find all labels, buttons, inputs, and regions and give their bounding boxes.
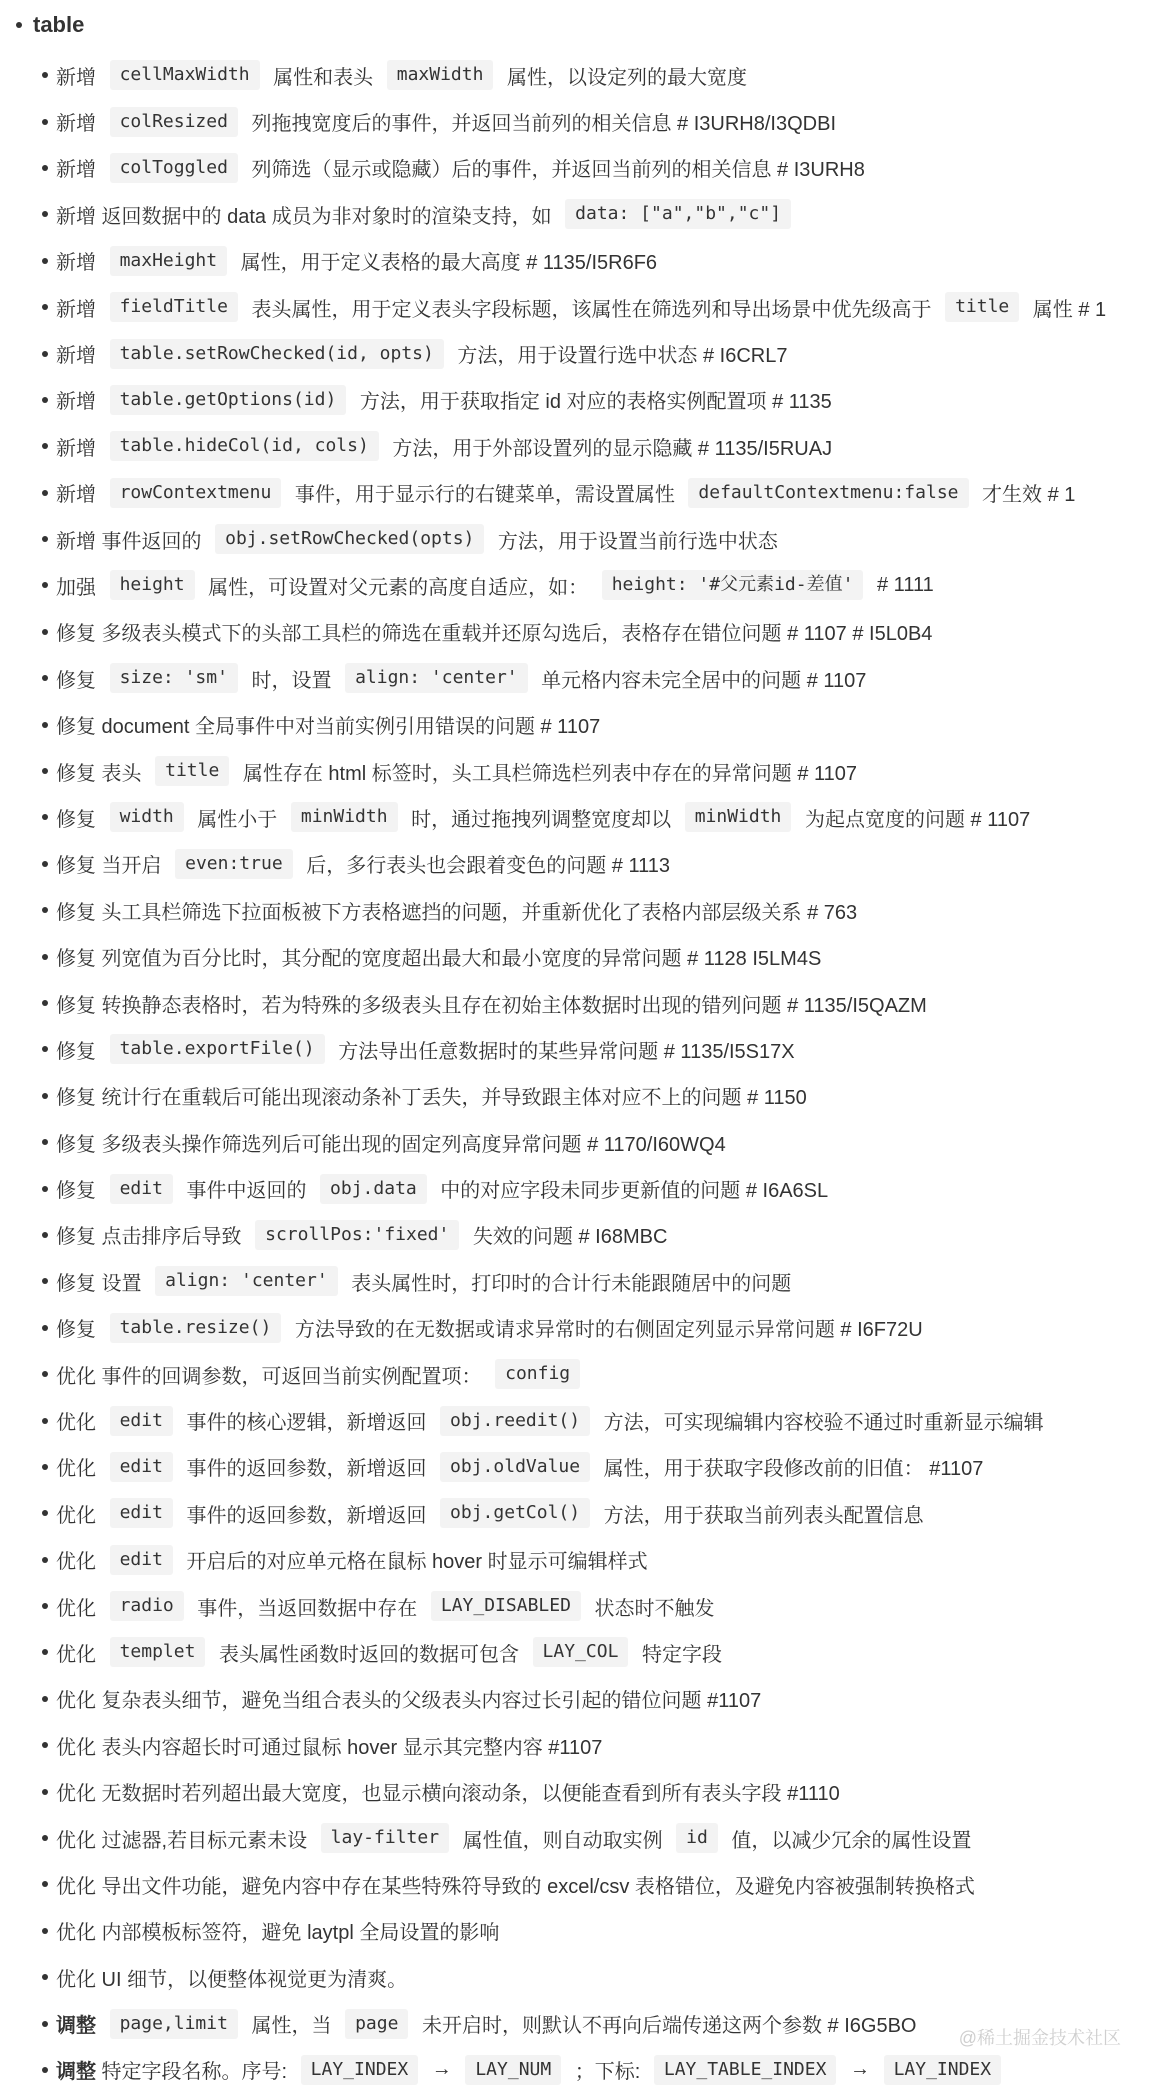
item-text: 方法，用于获取当前列表头配置信息 — [598, 1504, 924, 1527]
item-text: 开启后的对应单元格在鼠标 hover 时显示可编辑样式 — [180, 1551, 648, 1574]
item-text: 修复 列宽值为百分比时，其分配的宽度超出最大和最小宽度的异常问题 # 1128 I5LM4S — [56, 948, 822, 971]
changelog-item — [0, 655, 1153, 701]
bullet-disc — [42, 768, 48, 774]
bullet-disc — [42, 536, 48, 542]
item-text: 事件的返回参数，新增返回 — [180, 1458, 433, 1481]
bullet-disc — [42, 1093, 48, 1099]
inline-code: scrollPos:'fixed' — [255, 1220, 459, 1250]
item-text: 方法，可实现编辑内容校验不通过时重新显示编辑 — [598, 1412, 1044, 1435]
inline-code: title — [155, 756, 229, 786]
inline-code: LAY_NUM — [465, 2055, 561, 2085]
inline-code: obj.oldValue — [440, 1452, 590, 1482]
item-text: 事件的返回参数，新增返回 — [180, 1504, 433, 1527]
inline-code: page — [345, 2009, 408, 2039]
changelog-item — [0, 1954, 1153, 2000]
item-text: 修复 点击排序后导致 — [56, 1226, 248, 1249]
item-text: 特定字段名称。序号: — [96, 2061, 293, 2084]
bullet-disc — [42, 722, 48, 728]
bullet-disc — [42, 1789, 48, 1795]
inline-code: radio — [110, 1591, 184, 1621]
inline-code: align: 'center' — [155, 1266, 338, 1296]
bullet-disc — [42, 351, 48, 357]
inline-code: config — [495, 1359, 580, 1389]
changelog-item — [0, 841, 1153, 887]
bullet-disc — [42, 1232, 48, 1238]
item-text: 修复 设置 — [56, 1272, 148, 1295]
item-text: 修复 — [56, 669, 102, 692]
bullet-disc — [42, 1186, 48, 1192]
item-text: 失效的问题 # I68MBC — [467, 1226, 668, 1249]
item-text: 新增 事件返回的 — [56, 530, 208, 553]
item-text: 属性，用于定义表格的最大高度 # 1135/I5R6F6 — [235, 252, 658, 275]
changelog-item — [0, 516, 1153, 562]
changelog-item — [0, 1351, 1153, 1397]
inline-code: rowContextmenu — [110, 478, 282, 508]
inline-code: colToggled — [110, 153, 238, 183]
inline-code: LAY_INDEX — [884, 2055, 1002, 2085]
item-text: 方法导致的在无数据或请求异常时的右侧固定列显示异常问题 # I6F72U — [289, 1319, 923, 1342]
item-text: 属性 # 1 — [1027, 298, 1107, 321]
item-text: 属性值，则自动取实例 — [457, 1829, 669, 1852]
changelog-item — [0, 1073, 1153, 1119]
bullet-disc — [42, 119, 48, 125]
bullet-disc — [42, 1696, 48, 1702]
item-keyword: 调整 — [56, 2061, 96, 2084]
bullet-disc — [42, 1325, 48, 1331]
item-text: 属性和表头 — [267, 66, 379, 89]
item-text: 新增 — [56, 437, 102, 460]
changelog-item — [0, 284, 1153, 330]
changelog-item — [0, 1537, 1153, 1583]
item-text: 新增 — [56, 345, 102, 368]
bullet-disc — [42, 443, 48, 449]
bullet-disc — [42, 72, 48, 78]
inline-code: width — [110, 802, 184, 832]
item-text: 事件中返回的 — [180, 1180, 313, 1203]
section-heading — [16, 8, 84, 42]
item-text: 修复 统计行在重载后可能出现滚动条补丁丢失，并导致跟主体对应不上的问题 # 1150 — [56, 1087, 807, 1110]
section-title: table — [33, 12, 85, 37]
changelog-item — [0, 1165, 1153, 1211]
bullet-disc — [42, 1371, 48, 1377]
item-text: 修复 — [56, 1180, 102, 1203]
item-text: 优化 内部模板标签符，避免 laytpl 全局设置的影响 — [56, 1922, 500, 1945]
bullet-disc — [42, 1557, 48, 1563]
item-text: 属性存在 html 标签时，头工具栏筛选栏列表中存在的异常问题 # 1107 — [237, 762, 858, 785]
changelog-item — [0, 2047, 1153, 2086]
item-text: 优化 复杂表头细节，避免当组合表头的父级表头内容过长引起的错位问题 #1107 — [56, 1690, 762, 1713]
changelog-item — [0, 609, 1153, 655]
item-text: 修复 转换静态表格时，若为特殊的多级表头且存在初始主体数据时出现的错列问题 # 1135/I5QAZM — [56, 994, 927, 1017]
inline-code: table.setRowChecked(id, opts) — [110, 339, 444, 369]
bullet-disc — [42, 861, 48, 867]
changelog-item — [0, 1444, 1153, 1490]
item-text: 优化 事件的回调参数，可返回当前实例配置项： — [56, 1365, 488, 1388]
item-text: 事件的核心逻辑，新增返回 — [180, 1412, 433, 1435]
item-text: 方法，用于获取指定 id 对应的表格实例配置项 # 1135 — [354, 391, 832, 414]
changelog-item — [0, 562, 1153, 608]
inline-code: table.resize() — [110, 1313, 282, 1343]
bullet-disc — [16, 22, 22, 28]
inline-code: height — [110, 570, 195, 600]
inline-code: obj.data — [320, 1174, 427, 1204]
bullet-disc — [42, 490, 48, 496]
inline-code: edit — [110, 1174, 173, 1204]
item-text: → — [426, 2058, 458, 2081]
inline-code: colResized — [110, 107, 238, 137]
inline-code: cellMaxWidth — [110, 60, 260, 90]
item-text: 中的对应字段未同步更新值的问题 # I6A6SL — [434, 1180, 829, 1203]
inline-code: obj.reedit() — [440, 1406, 590, 1436]
bullet-disc — [42, 2021, 48, 2027]
changelog-item — [0, 1583, 1153, 1629]
inline-code: lay-filter — [321, 1823, 449, 1853]
changelog-item — [0, 1722, 1153, 1768]
item-text: 后，多行表头也会跟着变色的问题 # 1113 — [300, 855, 670, 878]
bullet-disc — [42, 1742, 48, 1748]
inline-code: minWidth — [685, 802, 792, 832]
item-text: 优化 — [56, 1458, 102, 1481]
inline-code: obj.getCol() — [440, 1498, 590, 1528]
inline-code: minWidth — [291, 802, 398, 832]
item-text: 修复 — [56, 1319, 102, 1342]
item-text: 修复 当开启 — [56, 855, 168, 878]
changelog-item — [0, 701, 1153, 747]
item-text: 单元格内容未完全居中的问题 # 1107 — [535, 669, 867, 692]
item-text: 事件，当返回数据中存在 — [191, 1597, 423, 1620]
changelog-item — [0, 330, 1153, 376]
bullet-disc — [42, 1974, 48, 1980]
bullet-disc — [42, 2067, 48, 2073]
changelog-item — [0, 1305, 1153, 1351]
item-text: 时，通过拖拽列调整宽度却以 — [405, 808, 677, 831]
inline-code: edit — [110, 1452, 173, 1482]
bullet-disc — [42, 1000, 48, 1006]
item-text: 方法，用于设置行选中状态 # I6CRL7 — [451, 345, 788, 368]
inline-code: size: 'sm' — [110, 663, 238, 693]
bullet-disc — [42, 1603, 48, 1609]
item-text: 方法，用于外部设置列的显示隐藏 # 1135/I5RUAJ — [386, 437, 833, 460]
item-text: 事件，用于显示行的右键菜单，需设置属性 — [289, 484, 681, 507]
item-text: 优化 过滤器,若目标元素未设 — [56, 1829, 313, 1852]
bullet-disc — [42, 1835, 48, 1841]
changelog-item — [0, 1908, 1153, 1954]
changelog-item — [0, 1397, 1153, 1443]
changelog-item — [0, 1490, 1153, 1536]
bullet-disc — [42, 211, 48, 217]
bullet-disc — [42, 165, 48, 171]
item-text: 优化 无数据时若列超出最大宽度，也显示横向滚动条，以便能查看到所有表头字段 #1110 — [56, 1783, 840, 1806]
watermark: @稀土掘金技术社区 — [958, 2028, 1121, 2048]
changelog-item — [0, 1629, 1153, 1675]
changelog-item — [0, 980, 1153, 1026]
item-text: 修复 多级表头操作筛选列后可能出现的固定列高度异常问题 # 1170/I60WQ4 — [56, 1133, 726, 1156]
item-text: → — [844, 2058, 876, 2081]
inline-code: maxWidth — [387, 60, 494, 90]
inline-code: align: 'center' — [345, 663, 528, 693]
changelog-item — [0, 1212, 1153, 1258]
item-text: 修复 document 全局事件中对当前实例引用错误的问题 # 1107 — [56, 716, 601, 739]
item-text: 新增 — [56, 113, 102, 136]
inline-code: page,limit — [110, 2009, 238, 2039]
changelog-list — [0, 52, 1153, 2086]
bullet-disc — [42, 1464, 48, 1470]
item-text: 加强 — [56, 576, 102, 599]
item-text: 优化 导出文件功能，避免内容中存在某些特殊符导致的 excel/csv 表格错位，及避免内容被强制转换格式 — [56, 1875, 975, 1898]
item-text: 属性，用于获取字段修改前的旧值： #1107 — [598, 1458, 984, 1481]
bullet-disc — [42, 907, 48, 913]
item-text: 新增 — [56, 66, 102, 89]
changelog-item — [0, 1026, 1153, 1072]
changelog-item — [0, 470, 1153, 516]
changelog-item — [0, 1861, 1153, 1907]
item-text: 特定字段 — [636, 1643, 722, 1666]
inline-code: edit — [110, 1406, 173, 1436]
item-text: 属性小于 — [191, 808, 283, 831]
item-text: 值，以减少冗余的属性设置 — [725, 1829, 972, 1852]
bullet-disc — [42, 258, 48, 264]
inline-code: even:true — [175, 849, 293, 879]
changelog-item — [0, 748, 1153, 794]
changelog-item — [0, 1258, 1153, 1304]
item-text: 属性，以设定列的最大宽度 — [501, 66, 747, 89]
inline-code: edit — [110, 1498, 173, 1528]
inline-code: templet — [110, 1637, 206, 1667]
changelog-item — [0, 1676, 1153, 1722]
changelog-item — [0, 1768, 1153, 1814]
bullet-disc — [42, 1510, 48, 1516]
changelog-item — [0, 1119, 1153, 1165]
bullet-disc — [42, 304, 48, 310]
inline-code: defaultContextmenu:false — [688, 478, 968, 508]
item-text: 修复 表头 — [56, 762, 148, 785]
changelog-item — [0, 238, 1153, 284]
item-text: 修复 — [56, 1040, 102, 1063]
item-text: 新增 — [56, 252, 102, 275]
inline-code: edit — [110, 1545, 173, 1575]
item-text: 优化 — [56, 1504, 102, 1527]
item-text: 列拖拽宽度后的事件，并返回当前列的相关信息 # I3URH8/I3QDBI — [245, 113, 836, 136]
changelog-item — [0, 145, 1153, 191]
inline-code: data: ["a","b","c"] — [565, 199, 791, 229]
bullet-disc — [42, 814, 48, 820]
item-text: 未开启时，则默认不再向后端传递这两个参数 # I6G5BO — [416, 2015, 917, 2038]
inline-code: title — [945, 292, 1019, 322]
item-text: 新增 — [56, 484, 102, 507]
item-text: 状态时不触发 — [588, 1597, 715, 1620]
changelog-item — [0, 98, 1153, 144]
inline-code: LAY_COL — [533, 1637, 629, 1667]
bullet-disc — [42, 1881, 48, 1887]
item-text: 优化 — [56, 1551, 102, 1574]
inline-code: table.exportFile() — [110, 1034, 325, 1064]
item-text: 表头属性，用于定义表头字段标题，该属性在筛选列和导出场景中优先级高于 — [245, 298, 938, 321]
inline-code: obj.setRowChecked(opts) — [215, 524, 484, 554]
item-text: ；下标: — [569, 2061, 646, 2084]
inline-code: fieldTitle — [110, 292, 238, 322]
item-text: 新增 返回数据中的 data 成员为非对象时的渲染支持，如 — [56, 205, 558, 228]
item-text: 优化 — [56, 1643, 102, 1666]
changelog-item — [0, 794, 1153, 840]
item-text: 表头属性时，打印时的合计行未能跟随居中的问题 — [345, 1272, 792, 1295]
inline-code: LAY_DISABLED — [431, 1591, 581, 1621]
inline-code: height: '#父元素id-差值' — [602, 570, 864, 600]
changelog-item — [0, 52, 1153, 98]
bullet-disc — [42, 1046, 48, 1052]
bullet-disc — [42, 629, 48, 635]
item-text: 优化 — [56, 1597, 102, 1620]
changelog-item — [0, 377, 1153, 423]
inline-code: LAY_INDEX — [301, 2055, 419, 2085]
item-text: # 1111 — [871, 573, 934, 596]
changelog-item — [0, 191, 1153, 237]
inline-code: LAY_TABLE_INDEX — [654, 2055, 837, 2085]
bullet-disc — [42, 1139, 48, 1145]
item-text: 表头属性函数时返回的数据可包含 — [213, 1643, 525, 1666]
bullet-disc — [42, 582, 48, 588]
item-text: 为起点宽度的问题 # 1107 — [799, 808, 1031, 831]
bullet-disc — [42, 1418, 48, 1424]
item-text: 优化 UI 细节，以便整体视觉更为清爽。 — [56, 1968, 408, 1991]
item-text — [96, 2012, 102, 2035]
item-text: 新增 — [56, 391, 102, 414]
changelog-item — [0, 423, 1153, 469]
bullet-disc — [42, 675, 48, 681]
item-text: 方法，用于设置当前行选中状态 — [492, 530, 778, 553]
item-keyword: 调整 — [56, 2015, 96, 2038]
item-text: 属性，当 — [245, 2015, 338, 2038]
item-text: 时，设置 — [245, 669, 338, 692]
item-text: 优化 — [56, 1412, 102, 1435]
item-text: 修复 多级表头模式下的头部工具栏的筛选在重载并还原勾选后，表格存在错位问题 # 1107 # I5L0B4 — [56, 623, 933, 646]
item-text: 新增 — [56, 298, 102, 321]
inline-code: id — [676, 1823, 718, 1853]
item-text: 方法导出任意数据时的某些异常问题 # 1135/I5S17X — [332, 1040, 795, 1063]
changelog-item — [0, 1815, 1153, 1861]
inline-code: table.getOptions(id) — [110, 385, 347, 415]
item-text: 属性，可设置对父元素的高度自适应，如： — [202, 576, 594, 599]
item-text: 修复 — [56, 808, 102, 831]
item-text: 列筛选（显示或隐藏）后的事件，并返回当前列的相关信息 # I3URH8 — [245, 159, 865, 182]
inline-code: maxHeight — [110, 246, 228, 276]
bullet-disc — [42, 1649, 48, 1655]
changelog-item — [0, 887, 1153, 933]
bullet-disc — [42, 1928, 48, 1934]
item-text: 优化 表头内容超长时可通过鼠标 hover 显示其完整内容 #1107 — [56, 1736, 603, 1759]
bullet-disc — [42, 954, 48, 960]
item-text: 才生效 # 1 — [976, 484, 1076, 507]
bullet-disc — [42, 397, 48, 403]
item-text: 新增 — [56, 159, 102, 182]
inline-code: table.hideCol(id, cols) — [110, 431, 379, 461]
changelog-item — [0, 933, 1153, 979]
bullet-disc — [42, 1278, 48, 1284]
item-text: 修复 头工具栏筛选下拉面板被下方表格遮挡的问题，并重新优化了表格内部层级关系 # 763 — [56, 901, 858, 924]
